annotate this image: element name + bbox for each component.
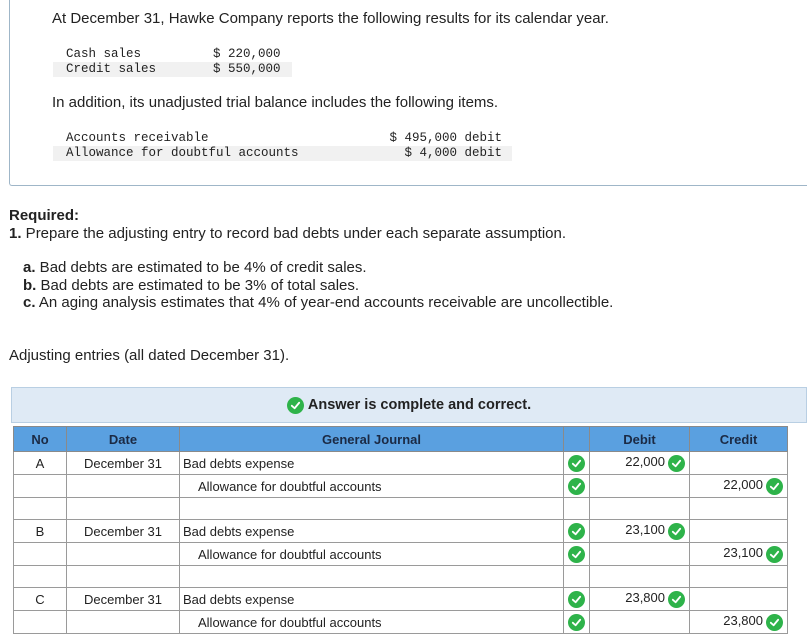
assumption-b: [23, 277, 613, 295]
assumption-key: a.: [23, 259, 36, 276]
row-check: [564, 588, 590, 611]
debit-cell[interactable]: [590, 543, 690, 566]
question-number: 1.: [9, 225, 22, 242]
assumption-text: An aging analysis estimates that 4% of year-end accounts receivable are uncollectible.: [35, 294, 614, 311]
journal-row: [14, 543, 788, 566]
sales-value: $ 220,000: [213, 47, 281, 61]
header-check: [564, 427, 590, 452]
check-icon: [668, 591, 685, 608]
debit-cell[interactable]: [590, 588, 690, 611]
question-1: [9, 225, 566, 242]
check-icon: [568, 546, 585, 563]
balance-value: $ 495,000 debit: [389, 131, 502, 145]
check-icon: [568, 591, 585, 608]
entry-no: [14, 543, 67, 566]
answer-status-text: Answer is complete and correct.: [307, 397, 532, 413]
row-check: [564, 543, 590, 566]
journal-header-row: [14, 427, 788, 452]
row-check: [564, 475, 590, 498]
debit-amount: 23,100: [625, 522, 665, 538]
balance-value: $ 4,000 debit: [404, 146, 502, 160]
sales-label: Credit sales: [66, 62, 157, 76]
check-icon: [568, 523, 585, 540]
problem-intro: At December 31, Hawke Company reports the following results for its calendar year.: [52, 10, 609, 27]
entry-no: B: [14, 520, 67, 543]
journal-row: [14, 452, 788, 475]
header-debit: Debit: [590, 427, 690, 452]
check-icon: [766, 546, 783, 563]
adjusting-entries-label: Adjusting entries (all dated December 31).: [9, 347, 290, 364]
credit-cell[interactable]: [690, 588, 788, 611]
entry-date[interactable]: December 31: [67, 588, 180, 611]
assumption-text: Bad debts are estimated to be 4% of credit sales.: [35, 259, 367, 276]
sales-row-credit: [53, 62, 292, 77]
journal-row: [14, 475, 788, 498]
entry-date[interactable]: December 31: [67, 520, 180, 543]
credit-cell[interactable]: [690, 611, 788, 634]
sales-label: Cash sales: [66, 47, 142, 61]
credit-amount: 23,800: [723, 613, 763, 629]
row-check: [564, 520, 590, 543]
assumption-key: b.: [23, 276, 37, 294]
account-name[interactable]: Allowance for doubtful accounts: [180, 543, 564, 566]
check-icon: [568, 455, 585, 472]
entry-date[interactable]: [67, 475, 180, 498]
journal-row: [14, 520, 788, 543]
assumption-text: Bad debts are estimated to be 3% of total sales.: [36, 276, 360, 294]
assumption-key: c.: [23, 294, 36, 311]
balance-label: Accounts receivable: [66, 131, 209, 145]
check-icon: [668, 523, 685, 540]
header-credit: Credit: [690, 427, 788, 452]
credit-cell[interactable]: [690, 475, 788, 498]
debit-cell[interactable]: [590, 452, 690, 475]
entry-date[interactable]: [67, 543, 180, 566]
header-no: No: [14, 427, 67, 452]
account-name[interactable]: Bad debts expense: [180, 520, 564, 543]
entry-no: C: [14, 588, 67, 611]
sales-value: $ 550,000: [213, 62, 281, 76]
assumption-a: [23, 259, 613, 277]
check-icon: [668, 455, 685, 472]
check-icon: [766, 478, 783, 495]
credit-cell[interactable]: [690, 543, 788, 566]
journal-row-empty: [14, 498, 788, 520]
balance-row-allowance: [53, 146, 512, 161]
sales-row-cash: [53, 47, 292, 62]
question-text: Prepare the adjusting entry to record bad debts under each separate assumption.: [21, 225, 567, 242]
account-name[interactable]: Allowance for doubtful accounts: [180, 611, 564, 634]
header-general-journal: General Journal: [180, 427, 564, 452]
journal-row: [14, 588, 788, 611]
debit-cell[interactable]: [590, 475, 690, 498]
debit-cell[interactable]: [590, 611, 690, 634]
debit-cell[interactable]: [590, 520, 690, 543]
credit-cell[interactable]: [690, 452, 788, 475]
trial-balance-table: [53, 131, 512, 161]
debit-amount: 23,800: [625, 590, 665, 606]
check-icon: [568, 614, 585, 631]
journal-row-empty: [14, 566, 788, 588]
general-journal-table: [13, 426, 788, 634]
entry-no: A: [14, 452, 67, 475]
balance-row-ar: [53, 131, 512, 146]
entry-no: [14, 611, 67, 634]
check-icon: [766, 614, 783, 631]
row-check: [564, 452, 590, 475]
entry-no: [14, 475, 67, 498]
balance-label: Allowance for doubtful accounts: [66, 146, 299, 160]
account-name[interactable]: Allowance for doubtful accounts: [180, 475, 564, 498]
assumption-c: [23, 294, 613, 312]
credit-amount: 22,000: [723, 477, 763, 493]
entry-date[interactable]: [67, 611, 180, 634]
journal-row: [14, 611, 788, 634]
problem-intro-2: In addition, its unadjusted trial balance includes the following items.: [52, 94, 499, 111]
sales-table: [53, 47, 292, 77]
required-heading: Required:: [9, 207, 80, 224]
credit-cell[interactable]: [690, 520, 788, 543]
credit-amount: 23,100: [723, 545, 763, 561]
entry-date[interactable]: December 31: [67, 452, 180, 475]
answer-status-banner: [11, 387, 807, 423]
header-date: Date: [67, 427, 180, 452]
account-name[interactable]: Bad debts expense: [180, 452, 564, 475]
check-icon: [287, 397, 304, 414]
row-check: [564, 611, 590, 634]
assumption-list: [23, 259, 613, 312]
debit-amount: 22,000: [625, 454, 665, 470]
check-icon: [568, 478, 585, 495]
account-name[interactable]: Bad debts expense: [180, 588, 564, 611]
